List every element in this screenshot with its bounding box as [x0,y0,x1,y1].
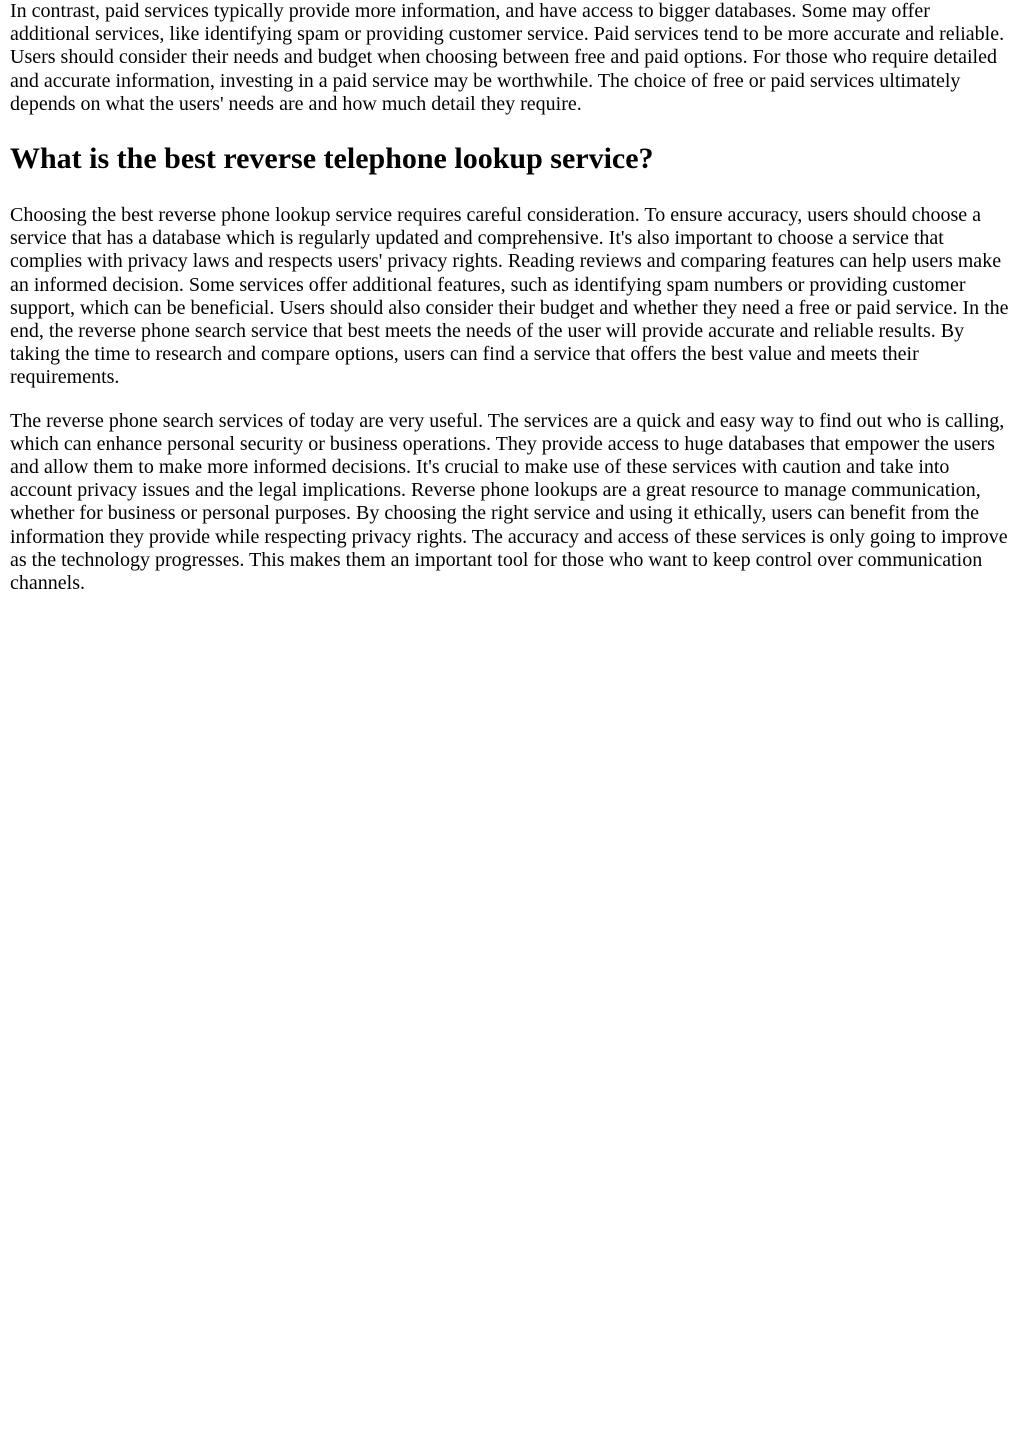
section-heading-best-service: What is the best reverse telephone lookup service? [10,142,654,176]
article-body [0,0,1024,595]
paragraph-conclusion: The reverse phone search services of today are very useful. The services are a quick and easy way to find out who is calling, which can enhance personal security or business operations. They provide access to huge databases that empower the users and allow them to make more informed decisions. It's crucial to make use of these services with caution and take into account privacy issues and the legal implications. Reverse phone lookups are a great resource to manage communication, whether for business or personal purposes. By choosing the right service and using it ethically, users can benefit from the information they provide while respecting privacy rights. The accuracy and access of these services is only going to improve as the technology progresses. This makes them an important tool for those who want to keep control over communication channels. [10,409,1008,595]
paragraph-paid-services: In contrast, paid services typically provide more information, and have access to bigger databases. Some may offer additional services, like identifying spam or providing customer service. Paid services tend to be more accurate and reliable. Users should consider their needs and budget when choosing between free and paid options. For those who require detailed and accurate information, investing in a paid service may be worthwhile. The choice of free or paid services ultimately depends on what the users' needs are and how much detail they require. [10,0,1005,115]
paragraph-choosing-service: Choosing the best reverse phone lookup service requires careful consideration. To ensure accuracy, users should choose a service that has a database which is regularly updated and comprehensive. It's also important to choose a service that complies with privacy laws and respects users' privacy rights. Reading reviews and comparing features can help users make an informed decision. Some services offer additional features, such as identifying spam numbers or providing customer support, which can be beneficial. Users should also consider their budget and whether they need a free or paid service. In the end, the reverse phone search service that best meets the needs of the user will provide accurate and reliable results. By taking the time to research and compare options, users can find a service that offers the best value and meets their requirements. [10,204,1009,389]
